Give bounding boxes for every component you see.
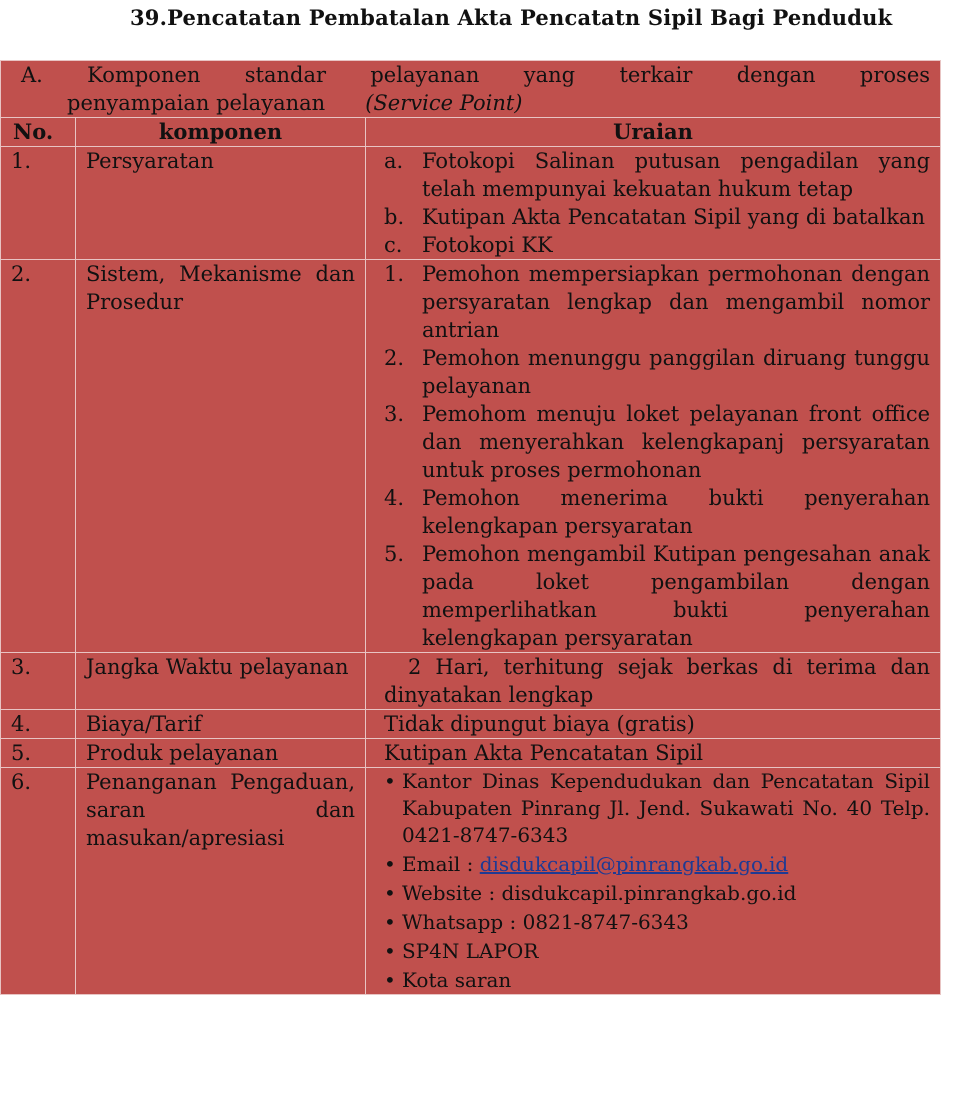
section-header-line2-prefix: penyampaian pelayanan [67,91,326,115]
list-item [384,768,930,849]
row-komponen: Persyaratan [76,147,366,260]
bullet-icon: • [384,968,396,992]
row-uraian: Kutipan Akta Pencatatan Sipil [366,739,941,768]
row-uraian [366,768,941,995]
table-row [1,147,941,260]
section-header-row [1,61,941,118]
row-number: 4. [1,710,76,739]
requirements-list [384,147,930,259]
row-komponen: Sistem, Mekanisme dan Prosedur [76,260,366,653]
email-label: Email : [402,852,480,876]
list-item [384,231,930,259]
email-link[interactable]: disdukcapil@pinrangkab.go.id [479,852,789,876]
list-text: Fotokopi Salinan putusan pengadilan yang telah mempunyai kekuatan hukum tetap [422,149,931,201]
website-line: Website : disdukcapil.pinrangkab.go.id [402,881,797,905]
sp4n-line: SP4N LAPOR [402,939,539,963]
list-text: Kutipan Akta Pencatatan Sipil yang di batalkan [422,205,926,229]
list-item [384,851,930,878]
list-marker: 5. [384,542,405,566]
row-komponen: Produk pelayanan [76,739,366,768]
kota-saran-line: Kota saran [402,968,512,992]
list-item [384,260,930,344]
table-row [1,739,941,768]
list-marker: 1. [384,262,405,286]
list-text: Fotokopi KK [422,233,553,257]
list-item [384,880,930,907]
row-uraian: Tidak dipungut biaya (gratis) [366,710,941,739]
row-number: 2. [1,260,76,653]
row-komponen: Jangka Waktu pelayanan [76,653,366,710]
procedure-list [384,260,930,652]
list-item [384,203,930,231]
bullet-icon: • [384,939,396,963]
complaint-channel-list [384,768,930,994]
list-marker: 3. [384,402,405,426]
list-item [384,909,930,936]
column-header-no: No. [1,118,76,147]
list-item [384,400,930,484]
list-item [384,344,930,400]
row-komponen: Penanganan Pengaduan, saran dan masukan/apresiasi [76,768,366,995]
service-point-label: (Service Point) [365,91,523,115]
list-marker: c. [384,233,403,257]
list-marker: 2. [384,346,405,370]
column-header-row [1,118,941,147]
list-item [384,967,930,994]
bullet-icon: • [384,769,396,793]
row-number: 6. [1,768,76,995]
section-header-line1: A. Komponen standar pelayanan yang terkair dengan proses [21,63,931,87]
bullet-icon: • [384,881,396,905]
row-number: 1. [1,147,76,260]
bullet-icon: • [384,852,396,876]
row-number: 5. [1,739,76,768]
column-header-uraian: Uraian [366,118,941,147]
list-text: Pemohon menunggu panggilan diruang tunggu pelayanan [422,346,931,398]
list-text: Pemohon menerima bukti penyerahan kelengkapan persyaratan [422,486,931,538]
list-text: Pemohon mempersiapkan permohonan dengan persyaratan lengkap dan mengambil nomor antrian [422,262,931,342]
service-standard-table [0,60,941,995]
section-header [1,61,941,118]
table-row [1,653,941,710]
email-line [402,851,930,878]
row-komponen: Biaya/Tarif [76,710,366,739]
row-number: 3. [1,653,76,710]
row-uraian: 2 Hari, terhitung sejak berkas di terima dan dinyatakan lengkap [366,653,941,710]
list-marker: a. [384,149,404,173]
section-header-line2 [21,89,930,117]
table-row [1,710,941,739]
list-marker: 4. [384,486,405,510]
list-item [384,484,930,540]
row-uraian [366,147,941,260]
table-row [1,260,941,653]
bullet-icon: • [384,910,396,934]
list-text: Pemohom menuju loket pelayanan front office dan menyerahkan kelengkapanj persyaratan untuk proses permohonan [422,402,931,482]
list-item [384,540,930,652]
list-text: Pemohon mengambil Kutipan pengesahan anak pada loket pengambilan dengan memperlihatkan bukti penyerahan kelengkapan persyaratan [422,542,931,650]
document-title: 39.Pencatatan Pembatalan Akta Pencatatn Sipil Bagi Penduduk [130,5,893,30]
whatsapp-line: Whatsapp : 0821-8747-6343 [402,910,689,934]
office-address: Kantor Dinas Kependudukan dan Pencatatan Sipil Kabupaten Pinrang Jl. Jend. Sukawati No. 40 Telp. 0421-8747-6343 [402,769,931,847]
list-marker: b. [384,205,405,229]
row-uraian [366,260,941,653]
list-item [384,147,930,203]
list-item [384,938,930,965]
column-header-komponen: komponen [76,118,366,147]
table-row [1,768,941,995]
